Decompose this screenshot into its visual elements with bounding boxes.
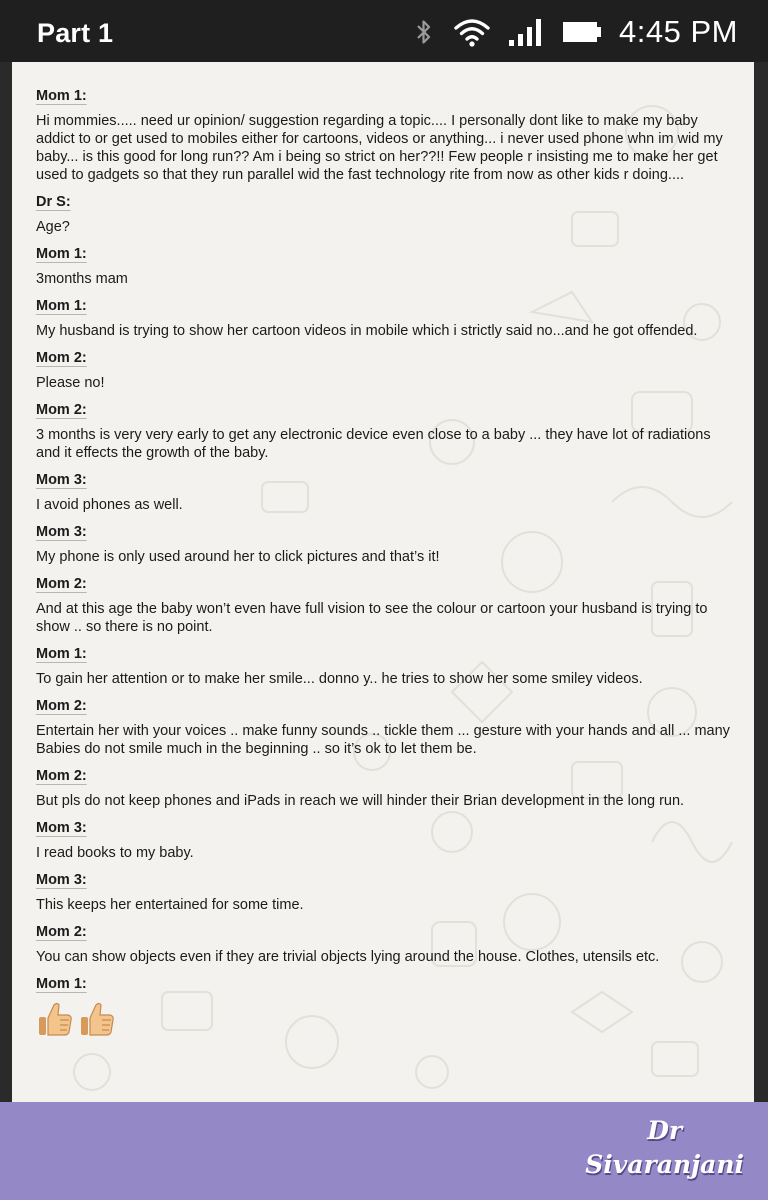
bluetooth-icon: [416, 17, 432, 47]
message-sender: Mom 1:: [36, 646, 87, 662]
message-text: Entertain her with your voices .. make funny sounds .. tickle them ... gesture with your hands and all ... many Babies do not smile much in the beginning .. so it’s ok to let them be.: [36, 723, 730, 757]
message-sender: Mom 2:: [36, 768, 87, 784]
status-bar: [0, 0, 768, 62]
message-sender: Mom 3:: [36, 524, 87, 540]
message-sender: Mom 1:: [36, 976, 87, 992]
wifi-icon: [454, 17, 490, 47]
message-text: 3 months is very very early to get any electronic device even close to a baby ... they have lot of radiations and it effects the growth of the baby.: [36, 427, 711, 461]
message-sender: Mom 1:: [36, 88, 87, 104]
message: [36, 922, 736, 966]
message-sender: Mom 3:: [36, 820, 87, 836]
message-list: [36, 86, 736, 1046]
message: [36, 696, 736, 758]
message-sender: Mom 2:: [36, 576, 87, 592]
message: [36, 818, 736, 862]
message: [36, 644, 736, 688]
message: [36, 348, 736, 392]
status-icons: [416, 14, 738, 50]
message: [36, 244, 736, 288]
message-sender: Mom 1:: [36, 298, 87, 314]
message: [36, 574, 736, 636]
message: [36, 870, 736, 914]
message-text: My husband is trying to show her cartoon videos in mobile which i strictly said no...and he got offended.: [36, 323, 698, 339]
thumbs-up-icon: [78, 1000, 116, 1038]
message-sender: Dr S:: [36, 194, 71, 210]
message-text: Age?: [36, 219, 70, 235]
message: [36, 86, 736, 184]
message-text: And at this age the baby won’t even have full vision to see the colour or cartoon your husband is trying to show .. so there is no point.: [36, 601, 708, 635]
message-sender: Mom 3:: [36, 872, 87, 888]
message: [36, 470, 736, 514]
message: [36, 400, 736, 462]
message-sender: Mom 2:: [36, 698, 87, 714]
message-text: Hi mommies..... need ur opinion/ suggestion regarding a topic.... I personally dont like to make my baby addict to or get used to mobiles either for cartoons, videos or anything... i never used phone whn im wid my baby... is this good for long run?? Am i being so strict on her??!! Few people r insisting me to make her get used to gadgets so that they run parallel wid the fast technology rite from now as other kids r doing....: [36, 113, 723, 183]
message-sender: Mom 2:: [36, 402, 87, 418]
message: [36, 974, 736, 1038]
author-signature: [585, 1114, 744, 1182]
right-border: [754, 62, 768, 1102]
message-text: I read books to my baby.: [36, 845, 194, 861]
status-clock: 4:45 PM: [619, 14, 738, 49]
message-text: 3months mam: [36, 271, 128, 287]
message: [36, 766, 736, 810]
left-border: [0, 62, 12, 1102]
thumbs-up-icon: [36, 1000, 74, 1038]
battery-icon: [562, 17, 602, 47]
message-text: My phone is only used around her to click pictures and that’s it!: [36, 549, 440, 565]
message-sender: Mom 1:: [36, 246, 87, 262]
screen-title: Part 1: [37, 18, 114, 48]
signature-name: Sivaranjani: [585, 1150, 744, 1179]
message-text: You can show objects even if they are trivial objects lying around the house. Clothes, utensils etc.: [36, 949, 660, 965]
emoji-reaction: [36, 1000, 736, 1038]
message: [36, 296, 736, 340]
message: [36, 192, 736, 236]
chat-panel[interactable]: [12, 62, 754, 1102]
message-text: Please no!: [36, 375, 105, 391]
cell-signal-icon: [508, 17, 542, 47]
message-sender: Mom 3:: [36, 472, 87, 488]
message-sender: Mom 2:: [36, 350, 87, 366]
message: [36, 522, 736, 566]
footer-banner: [0, 1102, 768, 1200]
message-text: But pls do not keep phones and iPads in reach we will hinder their Brian development in the long run.: [36, 793, 685, 809]
message-text: This keeps her entertained for some time.: [36, 897, 304, 913]
message-sender: Mom 2:: [36, 924, 87, 940]
message-text: To gain her attention or to make her smile... donno y.. he tries to show her some smiley videos.: [36, 671, 643, 687]
message-text: I avoid phones as well.: [36, 497, 183, 513]
signature-title: Dr: [647, 1116, 683, 1145]
